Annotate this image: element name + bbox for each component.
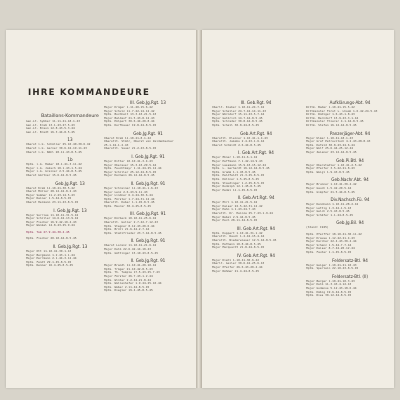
unit-section [26,181,114,205]
commander-entry: Major Kaiser 22.5.42-31.12.42 [212,204,263,208]
commander-entry: Major Wörndorf 15.11.43-5.7.44 [212,113,265,117]
commander-entry: Oberstlt. Stöhr, Oberst von Zeidenbecker [104,140,174,144]
commander-entry: Major Brunner 1.10.41-30.4.42 [306,183,357,187]
unit-title: Feldersatz-Btl. 94 [332,257,368,263]
commander-entry: Hptm. Weber 2.11.44-8.5.45 [104,285,150,289]
commander-entry: Rittmeister Fürst v. Lhoob 1.6.42-24.5.43 [306,109,378,113]
unit-title: II. Geb.Jg.Rgt. 91 [130,180,166,186]
commander-entry: Gen.Lt. Sybber 11.11.41-18.1.43 [26,120,80,123]
commander-entry: (Stand: 1945) [306,226,329,230]
unit-title: II. Geb.Art.Rgt. 94 [237,195,275,201]
commander-entry: Major Pfeifer 3.5.42-21.8.43 [306,167,355,171]
commander-entry: Oberstlt. Sauer 21.2.43-8.5.45 [104,147,157,151]
unit-section [306,131,394,155]
commander-entry: Major Wankel 14.8.43-25.9.44 [26,224,75,228]
unit-section [26,237,114,241]
commander-entry: Major Bergmann 1.2.43-1.1.44 [26,253,75,257]
commander-entry: Hptm. Pfeiffer 18.10.41-30.11.42 [306,233,362,237]
unit-section [104,211,192,235]
commander-entry: Major Hahn 1.1.43-24.7.43 [212,208,256,212]
column-3 [212,100,300,276]
commander-entry: Major Kolb 11.3.43-4.12.43 [306,283,352,287]
unit-title: II. Geb.Jg.Rgt. 91 [130,238,166,244]
unit-section [306,197,394,217]
commander-entry: Gen.Lt. Kreß 13.1.43-27.5.43 [26,123,75,127]
commander-entry: Major Rudolph 12.1.45-8.5.45 [212,185,261,189]
commander-entry: Major Schreiner 11.10.41-1.6.43 [104,186,158,190]
commander-entry: Hptm. Stegner 8.12.43-20.6.44 [104,224,155,228]
commander-entry: Major Scheller 24.7.42-14.11.43 [212,109,266,113]
commander-entry: Major Lenz 2.6.43-9.11.43 [104,190,148,194]
commander-entry: Hptm. Förster 1.7.44-31.12.44 [104,197,155,201]
commander-entry: Hptm. Hofmann 10.8.44-8.5.45 [212,242,261,246]
unit-section [104,154,192,178]
commander-entry: Major Gelbrich 14.7.44-8.5.45 [212,116,263,120]
commander-entry: Major Sommer 11.2.43-14.5.43 [26,193,75,197]
commander-entry: Major Kaiser 8.7.44-20.12.44 [306,247,355,251]
commander-entry: Oberlt. Geiler 30.6.42-25.6.43 [212,262,265,266]
unit-section [104,181,192,209]
unit-title: Panzerjäger-Abt. 94 [329,130,371,136]
commander-entry: Hptm. Fauter 1.1.45-8.5.45 [306,251,352,255]
commander-entry: Major Schenz 1.5.44-7.7.44 [306,243,352,247]
commander-entry: Major Baldauf 21.5.43-8.12.43 [104,116,155,120]
commander-entry: Oberst Lorenz 11.10.41-21.6.42 [104,244,157,248]
commander-entry: Hptm. Th. Temple 17.5.43-25.7.43 [104,271,160,275]
commander-entry: Major Röhmer 21.4.44-8.5.45 [212,269,259,273]
commander-entry: Major Krause 1.12.42-21.4.43 [306,236,355,240]
commander-entry: Major Diehl 1.10.41-30.6.42 [212,258,259,262]
commander-entry: Major Kolb 22.6.42-14.10.43 [104,248,151,252]
unit-title: I. Geb.Art.Rgt. 94 [238,150,274,156]
commander-entry: Hptm. Stahlfrieder 23.7.44-8.5.45 [104,231,162,235]
commander-entry: Major Kormann 26.12.44-8.5.45 [104,174,155,178]
unit-title: I. Geb.Jg.Rgt. 13 [53,207,87,213]
unit-section [306,233,394,255]
commander-entry: Hptm. Gramm 1.1.45-8.5.45 [212,170,256,174]
commander-entry: Major Wolf 25.6.44-25.12.44 [306,147,353,151]
commander-entry: Major Geiger 1.10.41-21.10.43 [306,263,357,267]
unit-title: III. Geb.Jg.Rgt. 91 [130,211,166,217]
unit-title: Geb.Jg.Rgt. 13 [55,180,85,186]
unit-title: 13 [67,137,73,143]
column-1 [26,114,114,271]
unit-section [26,137,114,154]
commander-entry: Oberst Gärtner 15.6.42-8.5.45 [26,173,77,177]
unit-section [212,100,300,128]
commander-entry: Oberst Schmidt 2.6.44-8.5.45 [212,143,261,147]
commander-entry: Oberst Kreß 11.10.41-30.5.42 [26,186,75,190]
unit-section [212,150,300,192]
unit-title: IV. Geb.Art.Rgt. 94 [237,252,275,258]
unit-title: I. Geb.Jg.Rgt. 91 [131,153,165,159]
unit-section [212,253,300,273]
commander-entry: Major Förster 26.7.43-1.2.44 [104,275,153,278]
unit-title: Aufklärungs-Abt. 94 [329,100,371,105]
commander-entry: Major Brandl 11.10.41-20.10.42 [104,264,157,268]
commander-entry: Major Lettig 1.3.42-1.5.43 [306,206,352,210]
commander-entry: Major Schiller 14.6.42-13.9.42 [26,217,79,221]
commander-entry: Hptm. Fendt 29.1.45-8.5.45 [26,260,72,264]
commander-entry: Hptm. Wallenhofer 1.9.44-25.10.44 [104,282,162,286]
commander-entry: Major Hedel 11.1.45-8.5.45 [212,188,258,192]
commander-entry: Rittm. Stefan 16.12.44-8.5.45 [306,123,357,127]
unit-section [104,131,192,151]
commander-entry: Hptm. Kuppert 1.10.41-31.1.42 [212,231,263,235]
unit-section [212,131,300,148]
commander-entry: Major Ehrl 1.10.41-21.5.42 [212,201,258,205]
commander-entry: Major Oberauer 15.3.43-29.5.44 [104,163,157,167]
column-2 [104,100,192,296]
commander-entry: Oberstlt. Rauch 1.2.42-15.4.44 [212,235,265,239]
commander-entry: Major Oberstadler 1.10.41-2.5.42 [306,163,362,167]
unit-title: III. Geb.Rgt. 94 [240,100,272,105]
unit-title: Geb.Art.Rgt. 94 [240,130,272,136]
commander-entry: Oberst i.G. Gerner 30.6.42-19.11.43 [26,146,87,150]
commander-entry: Oberstlt. Kober 1.1.45-8.5.45 [104,201,155,205]
commander-entry: Oberstlt. Kleiner 1.10.41-1.4.43 [212,136,268,140]
commander-entry: Major Hoch 28.11.44-8.5.45 [212,219,258,223]
commander-entry: Major Fischer 16.9.42-10.4.43 [26,220,77,224]
unit-section [26,157,114,177]
commander-entry: Rittmeister Thierer 4.1.44-8.5.45 [306,120,364,124]
commander-entry: Rittm. Rüdiger 1.6.43-1.8.43 [306,113,355,117]
unit-section [306,258,394,271]
commander-entry: Hptm. Tom 27.9.44-30.4.45 [26,230,70,234]
commander-entry: Hptm. Käbig 19.6.44-8.5.45 [306,290,352,294]
unit-section [306,158,394,175]
commander-entry: Major Ulmer 1.10.41-18.1.43 [306,136,353,140]
unit-section [306,220,394,230]
unit-section [26,114,114,134]
unit-title: Geb.Jg.Rgt. 91 [133,130,163,136]
commander-entry: Major Pfeifer 26.6.43-20.4.44 [212,266,263,269]
commander-entry: Major Karcher 22.4.43-30.4.44 [306,240,357,244]
commander-entry: Hptm. Winter 2.2.44-21.8.44 [104,278,151,282]
unit-section [212,195,300,223]
commander-entry: Hptm. L. Gerhardt 16.12.44-8.5.45 [212,167,270,171]
commander-entry: Hptm. Riegler 19.4.45-8.5.45 [104,289,153,293]
commander-entry: Major Berger 1.10.41-10.3.43 [306,279,355,283]
commander-entry: Major Zwiener 23.12.44-8.5.45 [306,150,357,154]
unit-section [104,100,192,128]
commander-entry: Hptm. Gimpfer 21.5.44-8.5.45 [306,190,355,194]
unit-title: Feldersatz-Btl. (II) [331,273,369,279]
commander-entry: Oberstlt. Dr. Heinze 25.7.43-1.9.44 [212,212,273,216]
commander-entry: Major i.G. Greiner 2.5.44-8.5.45 [26,170,82,174]
commander-entry: Hptm. Maurer 30.4.45-8.5.45 [104,204,151,208]
commander-entry: Hptm. Schrader 30.8.44-8.5.45 [212,120,263,124]
commander-entry: Major Schulz 11.7.42-14.12.42 [104,109,155,113]
commander-entry: Hptm. Staudinger 1.2.45-8.5.45 [212,181,265,185]
commander-entry: Major Ott 11.10.41-30.1.43 [26,250,72,254]
commander-entry: Major Graf Petrovitsch 4.2.43-28.8.43 [306,140,371,144]
commander-entry: Hptm. i.G. Haber 18.1.41-3.11.42 [26,163,82,167]
commander-entry: Oberst Müller 28.12.42-8.2.43 [26,190,77,194]
commander-entry: Major Hoffmann 7.1.42-14.9.43 [212,159,263,163]
unit-section [26,231,114,235]
commander-entry: Major Gelch 2.5.43-8.5.45 [306,210,350,214]
unit-title: III. Geb.Jg.Rgt. 13 [130,100,166,105]
book-spine [196,30,202,388]
commander-entry: Hptm. Tröger 21.10.42-8.5.43 [104,267,153,271]
commander-entry: Hptm. Weigl 1.9.43-8.5.45 [306,170,350,174]
unit-title: Bataillons-Kommandeure [41,114,99,119]
commander-entry: Major Lindner 6.4.44-30.6.44 [104,194,153,198]
commander-entry: Hptm. Brüll 21.6.44-2.7.44 [104,228,150,232]
unit-title: Geb.Jg.Bil. 94 [336,220,364,226]
unit-section [212,226,300,250]
commander-entry: Hptm. Sperlein 22.10.43-8.5.45 [306,267,359,271]
unit-title: Geb.Nachr.Abt. 94 [331,177,369,183]
commander-entry: Hptm. Buchheit 13.3.43-21.5.43 [104,113,157,117]
unit-section [306,274,394,298]
commander-entry: Hptm. Göttinger 15.10.43-8.5.45 [104,251,158,255]
commander-entry: Hptm. Dorfbauer 19.8.44-8.5.45 [104,123,157,127]
commander-entry: Major Nebel 2.9.44-8.5.45 [212,215,256,219]
commander-entry: Hptm. Kofeld 30.8.43-24.6.44 [306,143,355,147]
commander-entry: Major Dennheim 1.10.41-28.2.42 [306,203,359,207]
commander-entry: Major Ritter 10.10.41-3.4.43 [104,159,153,163]
commander-entry: Major Gauch 1.5.42-20.5.44 [306,186,352,190]
commander-entry: Major Schäfer 1.1.44-8.5.45 [306,213,353,217]
unit-section [104,238,192,255]
commander-entry: Hptm. Feuchtmayr 1.11.44-25.12.44 [104,167,162,171]
commander-entry: Rittm. Berndorf 15.9.43-3.1.44 [306,116,359,120]
commander-entry: Hptm. Köllner 1.5.45-8.5.45 [212,177,259,181]
unit-title: II. Geb.Jg.Rgt. 91 [130,258,166,264]
commander-entry: Major Sorries 11.10.41-31.5.42 [26,213,79,217]
commander-entry: Hptm. Hülpert 30.6.44-20.8.44 [104,120,155,124]
commander-entry: Oberstlt. Jakobs 2.4.43-1.6.44 [212,140,265,144]
commander-entry: Major Herrmann 2.1.44-3.12.44 [26,257,77,261]
commander-entry: Oberstlt. Goller 2.7.42-7.12.43 [104,221,158,225]
commander-entry: Oberlt. Kieber 1.10.41-24.7.42 [212,106,265,109]
commander-entry: 25.1.42-1.2.43 [104,143,129,147]
commander-entry: Oberst Kreß 11.10.41-8.1.42 [104,136,151,140]
page-heading: IHRE KOMMANDEURE [28,88,151,98]
unit-title: Geb.Pi.Btl. 94 [336,157,364,163]
unit-section [104,258,192,293]
commander-entry: Hptm. Fischer 20.10.44-8.5.45 [26,237,77,241]
unit-section [306,177,394,194]
column-4 [306,100,394,301]
unit-title: Div.Nachsch.Fü. 94 [330,197,370,203]
commander-entry: Major Krüger 1.11.40-15.6.42 [104,106,153,109]
commander-entry: Oberst i.G. Schöller 25.10.40-30.6.42 [26,143,91,147]
unit-title: III. Geb.Art.Rgt. 94 [236,225,276,231]
unit-title: II. Geb.Jg.Rgt. 13 [52,244,88,250]
unit-section [26,208,114,228]
commander-entry: Major Schiller 25.12.44-8.5.45 [104,170,157,174]
commander-entry: Hptm. Ries 30.12.44-8.5.45 [306,294,352,298]
commander-entry: Hptm. Renner 16.4.45-8.5.45 [26,264,73,268]
commander-entry: Major Gudenus 5.12.43-18.6.44 [306,287,357,290]
unit-section [306,100,394,128]
unit-title: 1b [67,157,73,163]
unit-section [26,244,114,268]
commander-entry: Gen.Lt. Braun 12.8.43-5.3.44 [26,127,75,131]
commander-entry: Major Dürbeck 10.10.41-25.6.42 [104,217,157,221]
commander-entry: Oberstlt. Niederwieser 12.5.44-8.5.45 [212,239,277,243]
commander-entry: Hptm. Schell 30.8.44-8.5.45 [212,123,259,127]
commander-entry: Major Lassmann 15.9.43-15.12.44 [212,163,266,167]
commander-entry: Gen.Lt. Bredt 16.3.44-8.5.45 [26,130,75,134]
commander-entry: Major Ebner 1.10.41-6.1.42 [212,156,258,160]
commander-entry: Oberst i.G. Nöhl 20.11.43-8.5.45 [26,150,82,154]
commander-entry: Oberst Heimann 23.11.43-8.5.45 [26,200,79,204]
commander-entry: Major Marquardt 21.8.44-8.5.45 [212,246,265,250]
commander-entry: Major Rainer 1.5.44-8.5.45 [26,197,72,201]
commander-entry: Major i.G. Jaksch 10.1.43-1.5.44 [26,166,82,170]
commander-entry: Hptm. Heldfeldt 21.3.45-8.5.45 [212,174,265,178]
commander-entry: Rittm. Bader 1.10.41-15.5.42 [306,106,355,109]
